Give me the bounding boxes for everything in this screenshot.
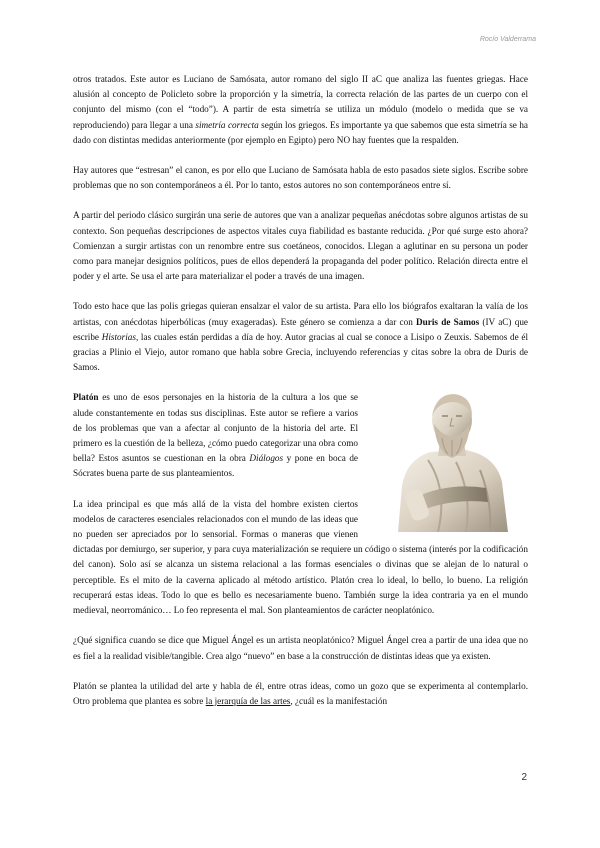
paragraph-platon: Platón es uno de esos personajes en la historia de la cultura a los que se alude constantemente en todas sus disciplinas. Este autor se refiere a varios de los problemas que van a afectar al conjunto de la historia del arte. El primero es la cuestión de la belleza, ¿cómo puedo categorizar una obra como bella? Estos asuntos se cuestionan en la obra Diálogos y pone en boca de Sócrates buena parte de sus planteamientos. [73,392,358,479]
bold-duris-de-samos: Duris de Samos [416,316,480,327]
paragraph-miguel-angel: ¿Qué significa cuando se dice que Miguel Ángel es un artista neoplatónico? Miguel Ángel crea a partir de una idea que no es fiel a la realidad visible/tangible. Crea algo “nuevo” en base a la construcción de distintas ideas que ya existen. [73,635,528,661]
paragraph-idea-principal: La idea principal es que más allá de la vista del hombre existen ciertos modelos de caracteres esenciales relacionados con el mundo de las ideas que no pueden ser apreciados por lo sensorial. Formas o maneras que vienen dictadas por demiurgo, ser superior, y para cuya materialización se requiere un código o sistema (interés por la codificación del canon). Solo así se alcanza un sistema relacional a las formas esenciales o divinas que se alejan de lo natural o perceptible. Es el mito de la caverna aplicado al método artístico. Platón crea lo ideal, lo bello, lo bueno. La religión recuperará estas ideas. Todo lo que es bello es necesariamente bueno. También surge la idea contraria ya en el mundo medieval, neorrománico… Lo feo representa el mal. Son planteamientos de carácter neoplatónico. [73,498,528,616]
document-body [73,72,528,709]
paragraph-luciano: otros tratados. Este autor es Luciano de Samósata, autor romano del siglo II aC que analiza las fuentes griegas. Hace alusión al concepto de Policleto sobre la proporción y la simetría, la correcta relación de las partes de un cuerpo con el conjunto del mismo (con el “todo”). A partir de esta simetría se utiliza un módulo (modelo o medida que se va reproduciendo) para llegar a una simetría correcta según los griegos. Es importante ya que sabemos que esta simetría se ha dado con distintas medidas anteriormente (por ejemplo en Egipto) pero NO hay fuentes que la respalden. [73,74,528,145]
underline-jerarquia-artes: la jerarquía de las artes [205,695,291,706]
plato-statue-image [368,390,528,532]
emphasis-dialogos: Diálogos [249,453,284,464]
paragraph-utilidad-arte: Platón se plantea la utilidad del arte y habla de él, entre otras ideas, como un gozo que se experimenta al contemplarlo. Otro problema que plantea es sobre la jerarquía de las artes, ¿cuál es la manifestación [73,680,528,706]
emphasis-historias: Historias [101,331,136,342]
paragraph-periodo-clasico: A partir del periodo clásico surgirán una serie de autores que van a analizar pequeñas anécdotas sobre algunos artistas de su contexto. Son pequeñas descripciones de aspectos vitales cuya fiabilidad es bastante reducida. ¿Por qué surge esto ahora? Comienzan a surgir artistas con un renombre entre sus coetáneos, conocidos. Llegan a aglutinar en su persona un poder como para manejar designios políticos, pues de ellos dependerá la propaganda del poder político. Relación directa entre el poder y el arte. Se usa el arte para materializar el poder a través de una imagen. [73,210,528,282]
emphasis-simetria-correcta: simetría correcta [195,119,259,130]
paragraph-duris: Todo esto hace que las polis griegas quieran ensalzar el valor de su artista. Para ello los biógrafos exaltaran la valía de los artistas, con anécdotas hiperbólicas (muy exageradas). Este género se comienza a dar con Duris de Samos (IV aC) que escribe Historias, las cuales están perdidas a día de hoy. Autor gracias al cual se conoce a Lisipo o Zeuxis. Sabemos de él gracias a Plinio el Viejo, autor romano que habla sobre Grecia, incluyendo referencias y citas sobre la obra de Duris de Samos. [73,301,529,373]
bold-platon: Platón [73,392,99,403]
page-header-author: Rocío Valderrama [479,36,536,43]
page-number: 2 [521,772,527,783]
paragraph-canon: Hay autores que “estresan” el canon, es por ello que Luciano de Samósata habla de esto pasados siete siglos. Escribe sobre problemas que no son contemporáneos a él. Por lo tanto, estos autores no son contemporáneos entre sí. [73,165,528,191]
